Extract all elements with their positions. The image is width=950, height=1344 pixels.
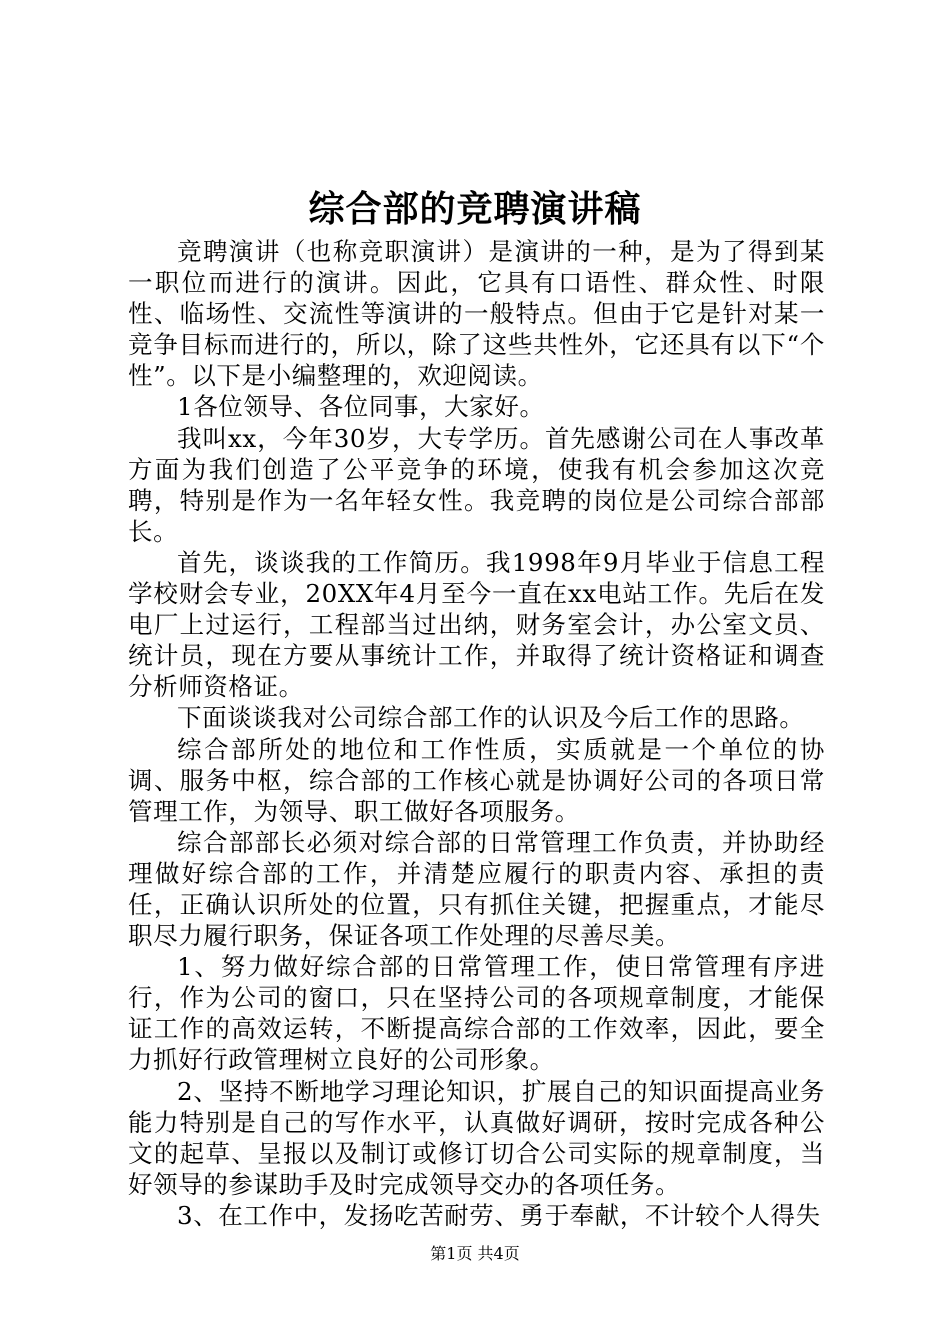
paragraph: 我叫xx，今年30岁，大专学历。首先感谢公司在人事改革方面为我们创造了公平竞争的环境，使我有机会参加这次竞聘，特别是作为一名年轻女性。我竞聘的岗位是公司综合部部长。 [128,423,825,546]
document-body [128,236,825,1231]
page-number-footer: 第1页 共4页 [430,1244,520,1263]
paragraph: 综合部部长必须对综合部的日常管理工作负责，并协助经理做好综合部的工作，并清楚应履行的职责内容、承担的责任，正确认识所处的位置，只有抓住关键，把握重点，才能尽职尽力履行职务，保证各项工作处理的尽善尽美。 [128,827,825,951]
paragraph: 1各位领导、各位同事，大家好。 [177,392,545,422]
paragraph: 首先，谈谈我的工作简历。我1998年9月毕业于信息工程学校财会专业，20XX年4月至今一直在xx电站工作。先后在发电厂上过运行，工程部当过出纳，财务室会计，办公室文员、统计员，现在方要从事统计工作，并取得了统计资格证和调查分析师资格证。 [128,547,825,702]
document-title: 综合部的竞聘演讲稿 [308,188,642,230]
paragraph: 3、在工作中，发扬吃苦耐劳、勇于奉献，不计较个人得失 [177,1200,821,1230]
paragraph: 综合部所处的地位和工作性质，实质就是一个单位的协调、服务中枢，综合部的工作核心就是协调好公司的各项日常管理工作，为领导、职工做好各项服务。 [128,734,825,826]
paragraph: 下面谈谈我对公司综合部工作的认识及今后工作的思路。 [177,703,805,733]
paragraph: 1、努力做好综合部的日常管理工作，使日常管理有序进行，作为公司的窗口，只在坚持公司的各项规章制度，才能保证工作的高效运转，不断提高综合部的工作效率，因此，要全力抓好行政管理树立良好的公司形象。 [128,952,825,1075]
paragraph: 2、坚持不断地学习理论知识，扩展自己的知识面提高业务能力特别是自己的写作水平，认真做好调研，按时完成各种公文的起草、呈报以及制订或修订切合公司实际的规章制度，当好领导的参谋助手及时完成领导交办的各项任务。 [128,1076,825,1199]
paragraph: 竞聘演讲（也称竞职演讲）是演讲的一种，是为了得到某一职位而进行的演讲。因此，它具有口语性、群众性、时限性、临场性、交流性等演讲的一般特点。但由于它是针对某一竞争目标而进行的，所以，除了这些共性外，它还具有以下“个性”。以下是小编整理的，欢迎阅读。 [128,237,825,391]
